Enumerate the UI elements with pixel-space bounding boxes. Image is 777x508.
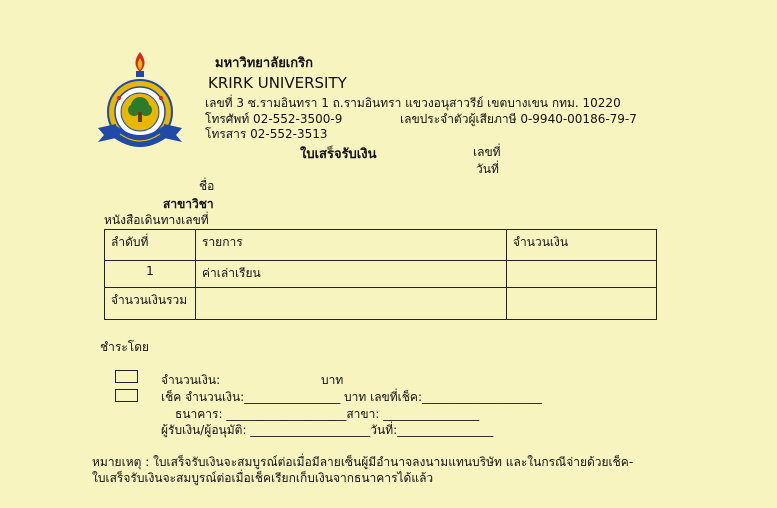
- major-label: สาขาวิชา: [163, 197, 214, 211]
- total-item-cell: [196, 288, 507, 320]
- total-amount: [507, 288, 657, 320]
- header-no: ลำดับที่: [105, 230, 196, 261]
- header-amount: จำนวนเงิน: [507, 230, 657, 261]
- torch-icon: [136, 52, 145, 77]
- university-logo: [94, 48, 186, 156]
- travel-document-label: หนังสือเดินทางเลขที่: [104, 213, 209, 227]
- payment-title: ชำระโดย: [100, 340, 150, 354]
- table-total-row: [105, 288, 657, 320]
- total-label: จำนวนเงินรวม: [105, 288, 196, 320]
- cash-checkbox[interactable]: [115, 370, 138, 383]
- phone: โทรศัพท์ 02-552-3500-9: [205, 112, 343, 126]
- address: เลขที่ 3 ซ.รามอินทรา 1 ถ.รามอินทรา แขวงอนุสาวรีย์ เขตบางเขน กทม. 10220: [205, 96, 621, 110]
- note-line-1: หมายเหตุ : ใบเสร็จรับเงินจะสมบูรณ์ต่อเมื่อมีลายเซ็นผู้มีอำนาจลงนามแทนบริษัท และในกรณีจ่ายด้วยเช็ค-: [92, 455, 634, 469]
- cash-amount-label: จำนวนเงิน:: [161, 373, 221, 387]
- note-line-2: ใบเสร็จรับเงินจะสมบูรณ์ต่อเมื่อเช็คเรียกเก็บเงินจากธนาคารได้แล้ว: [92, 471, 434, 485]
- name-label: ชื่อ: [199, 179, 215, 193]
- row-amount: [507, 261, 657, 288]
- table-header-row: [105, 230, 657, 261]
- university-name-english: KRIRK UNIVERSITY: [208, 74, 347, 92]
- receiver-line: ผู้รับเงิน/ผู้อนุมัติ: ____________________วันที่:________________: [161, 423, 494, 437]
- university-name-thai: มหาวิทยาลัยเกริก: [215, 56, 313, 71]
- receipt-title: ใบเสร็จรับเงิน: [300, 147, 377, 162]
- items-table: [104, 229, 657, 320]
- row-item: ค่าเล่าเรียน: [196, 261, 507, 288]
- fax: โทรสาร 02-552-3513: [205, 127, 328, 141]
- tax-id: เลขประจำตัวผู้เสียภาษี 0-9940-00186-79-7: [400, 112, 637, 126]
- receipt-number-label: เลขที่: [473, 145, 501, 159]
- row-no: 1: [105, 261, 196, 288]
- cheque-checkbox[interactable]: [115, 389, 138, 402]
- cheque-line: เช็ค จำนวนเงิน:________________ บาท เลขที่เช็ค:____________________: [161, 390, 542, 404]
- bank-line: ธนาคาร: ____________________สาขา: ________________: [175, 407, 480, 421]
- cash-unit: บาท: [321, 373, 344, 387]
- table-row: [105, 261, 657, 288]
- header-item: รายการ: [196, 230, 507, 261]
- receipt-date-label: วันที่: [476, 162, 499, 176]
